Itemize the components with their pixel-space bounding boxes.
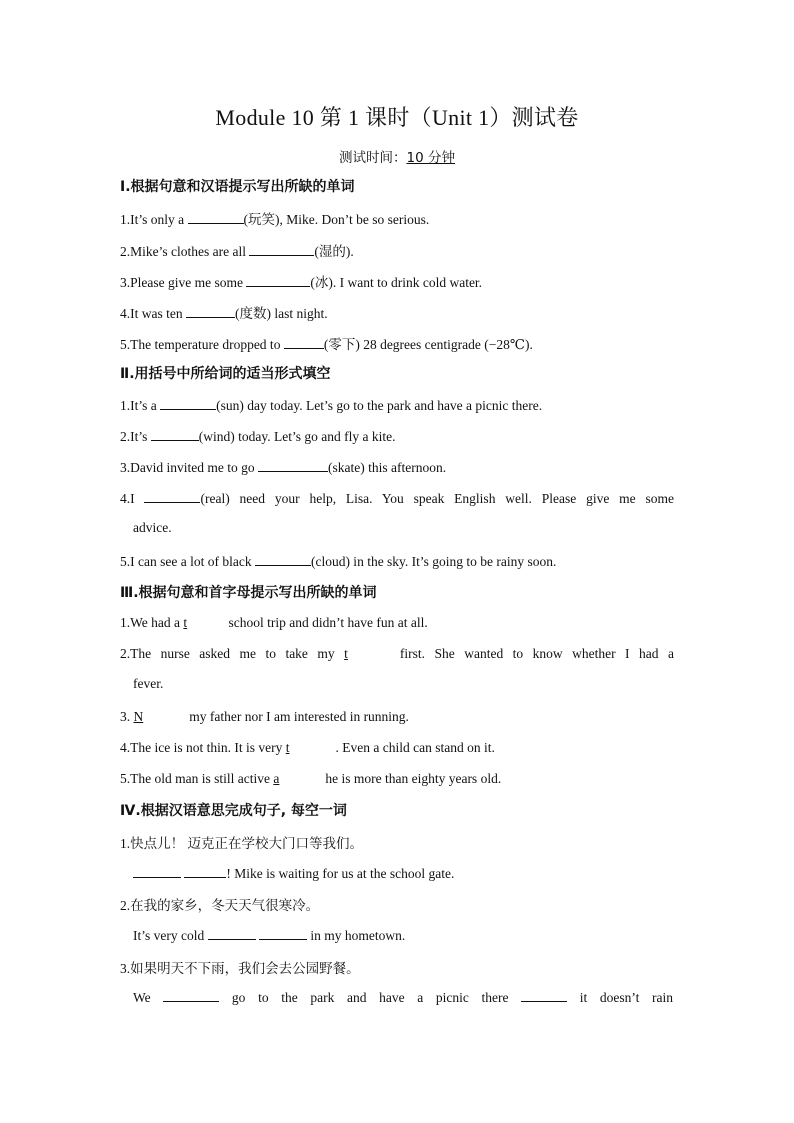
s1-question-2: 2.Mike’s clothes are all (湿的). [120, 244, 354, 259]
answer-blank[interactable] [151, 427, 199, 441]
s4-question-2-answer: It’s very cold in my hometown. [133, 928, 406, 943]
s4-question-2-prompt: 2.在我的家乡，冬天天气很寒冷。 [120, 898, 320, 913]
s1-question-1: 1.It’s only a (玩笑), Mike. Don’t be so serious. [120, 212, 430, 227]
answer-blank[interactable] [521, 988, 567, 1002]
answer-blank[interactable] [249, 242, 314, 256]
answer-blank-hint[interactable]: t [285, 740, 290, 755]
answer-blank[interactable] [255, 552, 311, 566]
test-duration-label: 测试时间： [339, 150, 407, 166]
answer-blank-hint[interactable]: t [183, 615, 188, 630]
answer-blank[interactable] [133, 864, 181, 878]
s3-question-2: 2.The nurse asked me to take my t first. She wanted to know whether I had a [120, 646, 674, 661]
section-3-heading: Ⅲ.根据句意和首字母提示写出所缺的单词 [120, 585, 377, 601]
page-title: Module 10 第 1 课时（Unit 1）测试卷 [215, 105, 579, 130]
answer-blank-hint[interactable]: N [133, 709, 144, 724]
s4-question-3-answer: We go to the park and have a picnic there it doesn’t rain [133, 990, 673, 1005]
s3-question-4: 4.The ice is not thin. It is very t . Even a child can stand on it. [120, 740, 495, 755]
answer-blank[interactable] [144, 489, 200, 503]
answer-blank[interactable] [160, 396, 216, 410]
s2-question-5: 5.I can see a lot of black (cloud) in the sky. It’s going to be rainy soon. [120, 554, 557, 569]
section-2-heading: Ⅱ.用括号中所给词的适当形式填空 [120, 366, 331, 382]
answer-blank[interactable] [163, 988, 219, 1002]
s2-question-1: 1.It’s a (sun) day today. Let’s go to the park and have a picnic there. [120, 398, 543, 413]
s2-question-3: 3.David invited me to go (skate) this afternoon. [120, 460, 447, 475]
s1-question-4: 4.It was ten (度数) last night. [120, 306, 328, 321]
s1-question-5: 5.The temperature dropped to (零下) 28 degrees centigrade (−28℃). [120, 337, 533, 352]
answer-blank[interactable] [186, 304, 235, 318]
answer-blank-hint[interactable]: t [344, 646, 348, 661]
answer-blank[interactable] [258, 458, 328, 472]
s2-question-4: 4.I (real) need your help, Lisa. You speak English well. Please give me some [120, 491, 674, 506]
s3-question-1: 1.We had a t school trip and didn’t have fun at all. [120, 615, 428, 630]
s3-question-3: 3. N my father nor I am interested in running. [120, 709, 409, 724]
answer-blank[interactable] [184, 864, 226, 878]
answer-blank[interactable] [246, 273, 310, 287]
s1-question-3: 3.Please give me some (冰). I want to drink cold water. [120, 275, 483, 290]
section-4-heading: Ⅳ.根据汉语意思完成句子, 每空一词 [120, 803, 347, 819]
answer-blank[interactable] [284, 335, 324, 349]
test-duration [0, 146, 794, 166]
s2-question-2: 2.It’s (wind) today. Let’s go and fly a kite. [120, 429, 396, 444]
s4-question-3-prompt: 3.如果明天不下雨，我们会去公园野餐。 [120, 961, 360, 976]
answer-blank[interactable] [259, 926, 307, 940]
section-1-heading: Ⅰ.根据句意和汉语提示写出所缺的单词 [120, 179, 355, 195]
s4-question-1-answer: ! Mike is waiting for us at the school gate. [133, 864, 454, 882]
answer-blank[interactable] [188, 210, 244, 224]
s4-question-1-prompt: 1.快点儿！ 迈克正在学校大门口等我们。 [120, 836, 363, 851]
s3-question-5: 5.The old man is still active a he is more than eighty years old. [120, 771, 502, 786]
answer-blank[interactable] [208, 926, 256, 940]
s2-question-4-continued: advice. [133, 520, 172, 535]
s3-question-2-continued: fever. [133, 676, 164, 691]
answer-blank-hint[interactable]: a [273, 771, 280, 786]
test-duration-value: 10 分钟 [406, 150, 455, 166]
